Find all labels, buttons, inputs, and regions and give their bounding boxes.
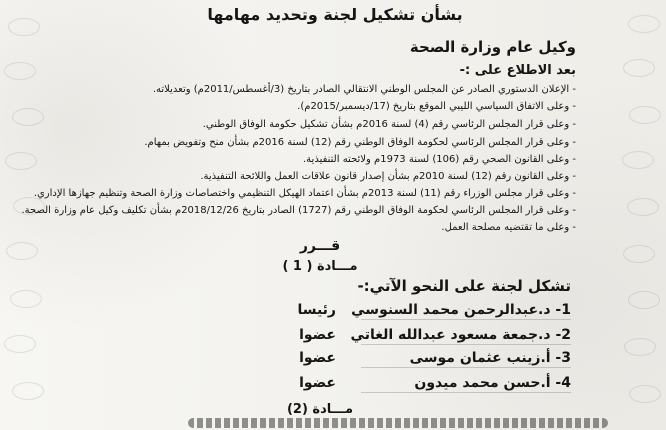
member-name-rule	[361, 367, 571, 368]
agent-heading: وكيل عام وزارة الصحة	[409, 38, 576, 56]
review-line: - وعلى قرار المجلس الرئاسي رقم (4) لسنة 2016م بشأن تشكيل حكومة الوفاق الوطني.	[202, 119, 576, 130]
right-stamp-watermark	[620, 0, 666, 430]
review-line: - وعلى القانون الصحي رقم (106) لسنة 1973م ولائحته التنفيذية.	[303, 154, 576, 165]
article-two-heading: مـــادة (2)	[286, 402, 354, 417]
review-line: - وعلى القانون رقم (12) لسنة 2010م بشأن إصدار قانون علاقات العمل واللائحة التنفيذية.	[200, 171, 576, 182]
review-line: - وعلى قرار مجلس الوزراء رقم (11) لسنة 2013م بشأن اعتماد الهيكل التنظيمي واختصاصات وزارة الصحة وتنظيم جهازها الإداري.	[33, 188, 576, 199]
review-line: - وعلى الاتفاق السياسي الليبي الموقع بتاريخ (17/ديسمبر/2015م).	[297, 101, 576, 112]
committee-member-role: عضوا	[299, 350, 336, 366]
article-one-heading: مـــادة ( 1 )	[282, 259, 358, 274]
member-name-rule	[361, 319, 571, 320]
committee-formation-heading: تشكل لجنة على النحو الآتي:-	[357, 277, 571, 295]
decision-heading: قـــرر	[299, 238, 341, 254]
review-line: - وعلى ما تقتضيه مصلحة العمل.	[441, 222, 576, 233]
committee-member-name: 3- أ.زينب عثمان موسى	[409, 350, 571, 366]
committee-member-role: عضوا	[299, 327, 336, 343]
document-title: بشأن تشكيل لجنة وتحديد مهامها	[207, 5, 463, 24]
cropped-bottom-text	[188, 418, 608, 428]
committee-member-role: رئيسا	[297, 302, 336, 318]
review-line: - وعلى قرار المجلس الرئاسي لحكومة الوفاق الوطني رقم (12) لسنة 2016م بشأن منح وتفويض بمهام.	[144, 137, 576, 148]
member-name-rule	[361, 344, 571, 345]
review-heading: بعد الاطلاع على :-	[459, 63, 576, 78]
member-name-rule	[361, 392, 571, 393]
review-line: - وعلى قرار المجلس الرئاسي لحكومة الوفاق الوطني رقم (1727) الصادر بتاريخ 2018/12/26م بشأن تكليف وكيل عام وزارة الصحة.	[21, 205, 576, 216]
committee-member-name: 2- د.جمعة مسعود عبدالله الغاتي	[350, 327, 571, 343]
committee-member-name: 1- د.عبدالرحمن محمد السنوسي	[351, 302, 571, 318]
review-line: - الإعلان الدستوري الصادر عن المجلس الوطني الانتقالي الصادر بتاريخ (3/أغسطس/2011م) وتعديلاته.	[152, 84, 576, 95]
committee-member-role: عضوا	[299, 375, 336, 391]
committee-member-name: 4- أ.حسن محمد ميدون	[414, 375, 571, 391]
